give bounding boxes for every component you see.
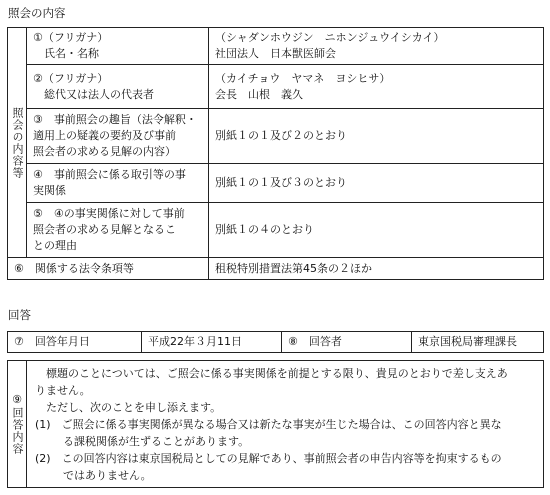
- row-value: （カイチョウ ヤマネ ヨシヒサ） 会長 山根 義久: [209, 65, 544, 109]
- answer-content-label: 回答内容: [11, 407, 24, 455]
- answer-content-label-cell: [8, 361, 27, 488]
- row-label: ①（フリガナ） 氏名・名称: [27, 28, 209, 65]
- row-value: 別紙１の１及び３のとおり: [209, 164, 544, 203]
- responder-label: ⑧ 回答者: [282, 332, 412, 353]
- row-label: ⑤ ④の事実関係に対して事前 照会者の求める見解となるこ との理由: [27, 203, 209, 258]
- answer-item: (1) ご照会に係る事実関係が異なる場合又は新たな事実が生じた場合は、この回答内容と異な: [35, 418, 502, 431]
- inquiry-row-reason: [8, 203, 544, 258]
- inquiry-row-law: [8, 258, 544, 280]
- answer-info-table: [7, 331, 544, 353]
- answer-content-body: [27, 361, 544, 488]
- answer-paragraph: 標題のことについては、ご照会に係る事実関係を前提とする限り、貴見のとおりで差し支えあ: [35, 367, 508, 380]
- answer-paragraph: ただし、次のことを申し添えます。: [35, 401, 222, 414]
- inquiry-row-purpose: [8, 109, 544, 164]
- answer-number: ⑨: [12, 393, 22, 406]
- inquiry-group-label: 照会の内容等: [8, 28, 27, 258]
- answer-paragraph: りません。: [35, 384, 91, 397]
- inquiry-row-representative: [8, 65, 544, 109]
- row-label: ③ 事前照会の趣旨（法令解釈・ 適用上の疑義の要約及び事前 照会者の求める見解の内容）: [27, 109, 209, 164]
- section-title-inquiry: 照会の内容: [8, 6, 66, 20]
- row-value: （シャダンホウジン ニホンジュウイシカイ） 社団法人 日本獣医師会: [209, 28, 544, 65]
- responder-value: 東京国税局審理課長: [412, 332, 544, 353]
- inquiry-table: [7, 27, 544, 280]
- answer-date-label: ⑦ 回答年月日: [8, 332, 142, 353]
- answer-content-table: [7, 360, 544, 488]
- answer-date-value: 平成22年３月11日: [142, 332, 282, 353]
- row-label: ④ 事前照会に係る取引等の事 実関係: [27, 164, 209, 203]
- law-label: ⑥ 関係する法令条項等: [8, 258, 209, 280]
- law-value: 租税特別措置法第45条の２ほか: [209, 258, 544, 280]
- row-value: 別紙１の４のとおり: [209, 203, 544, 258]
- answer-item: (2) この回答内容は東京国税局としての見解であり、事前照会者の申告内容等を拘束するもの: [35, 452, 502, 465]
- section-title-answer: 回答: [8, 308, 31, 322]
- row-value: 別紙１の１及び２のとおり: [209, 109, 544, 164]
- answer-item: ではありません。: [63, 469, 152, 482]
- row-label: ②（フリガナ） 総代又は法人の代表者: [27, 65, 209, 109]
- inquiry-row-facts: [8, 164, 544, 203]
- answer-item: る課税関係が生ずることがあります。: [63, 435, 250, 448]
- inquiry-row-name: [8, 28, 544, 65]
